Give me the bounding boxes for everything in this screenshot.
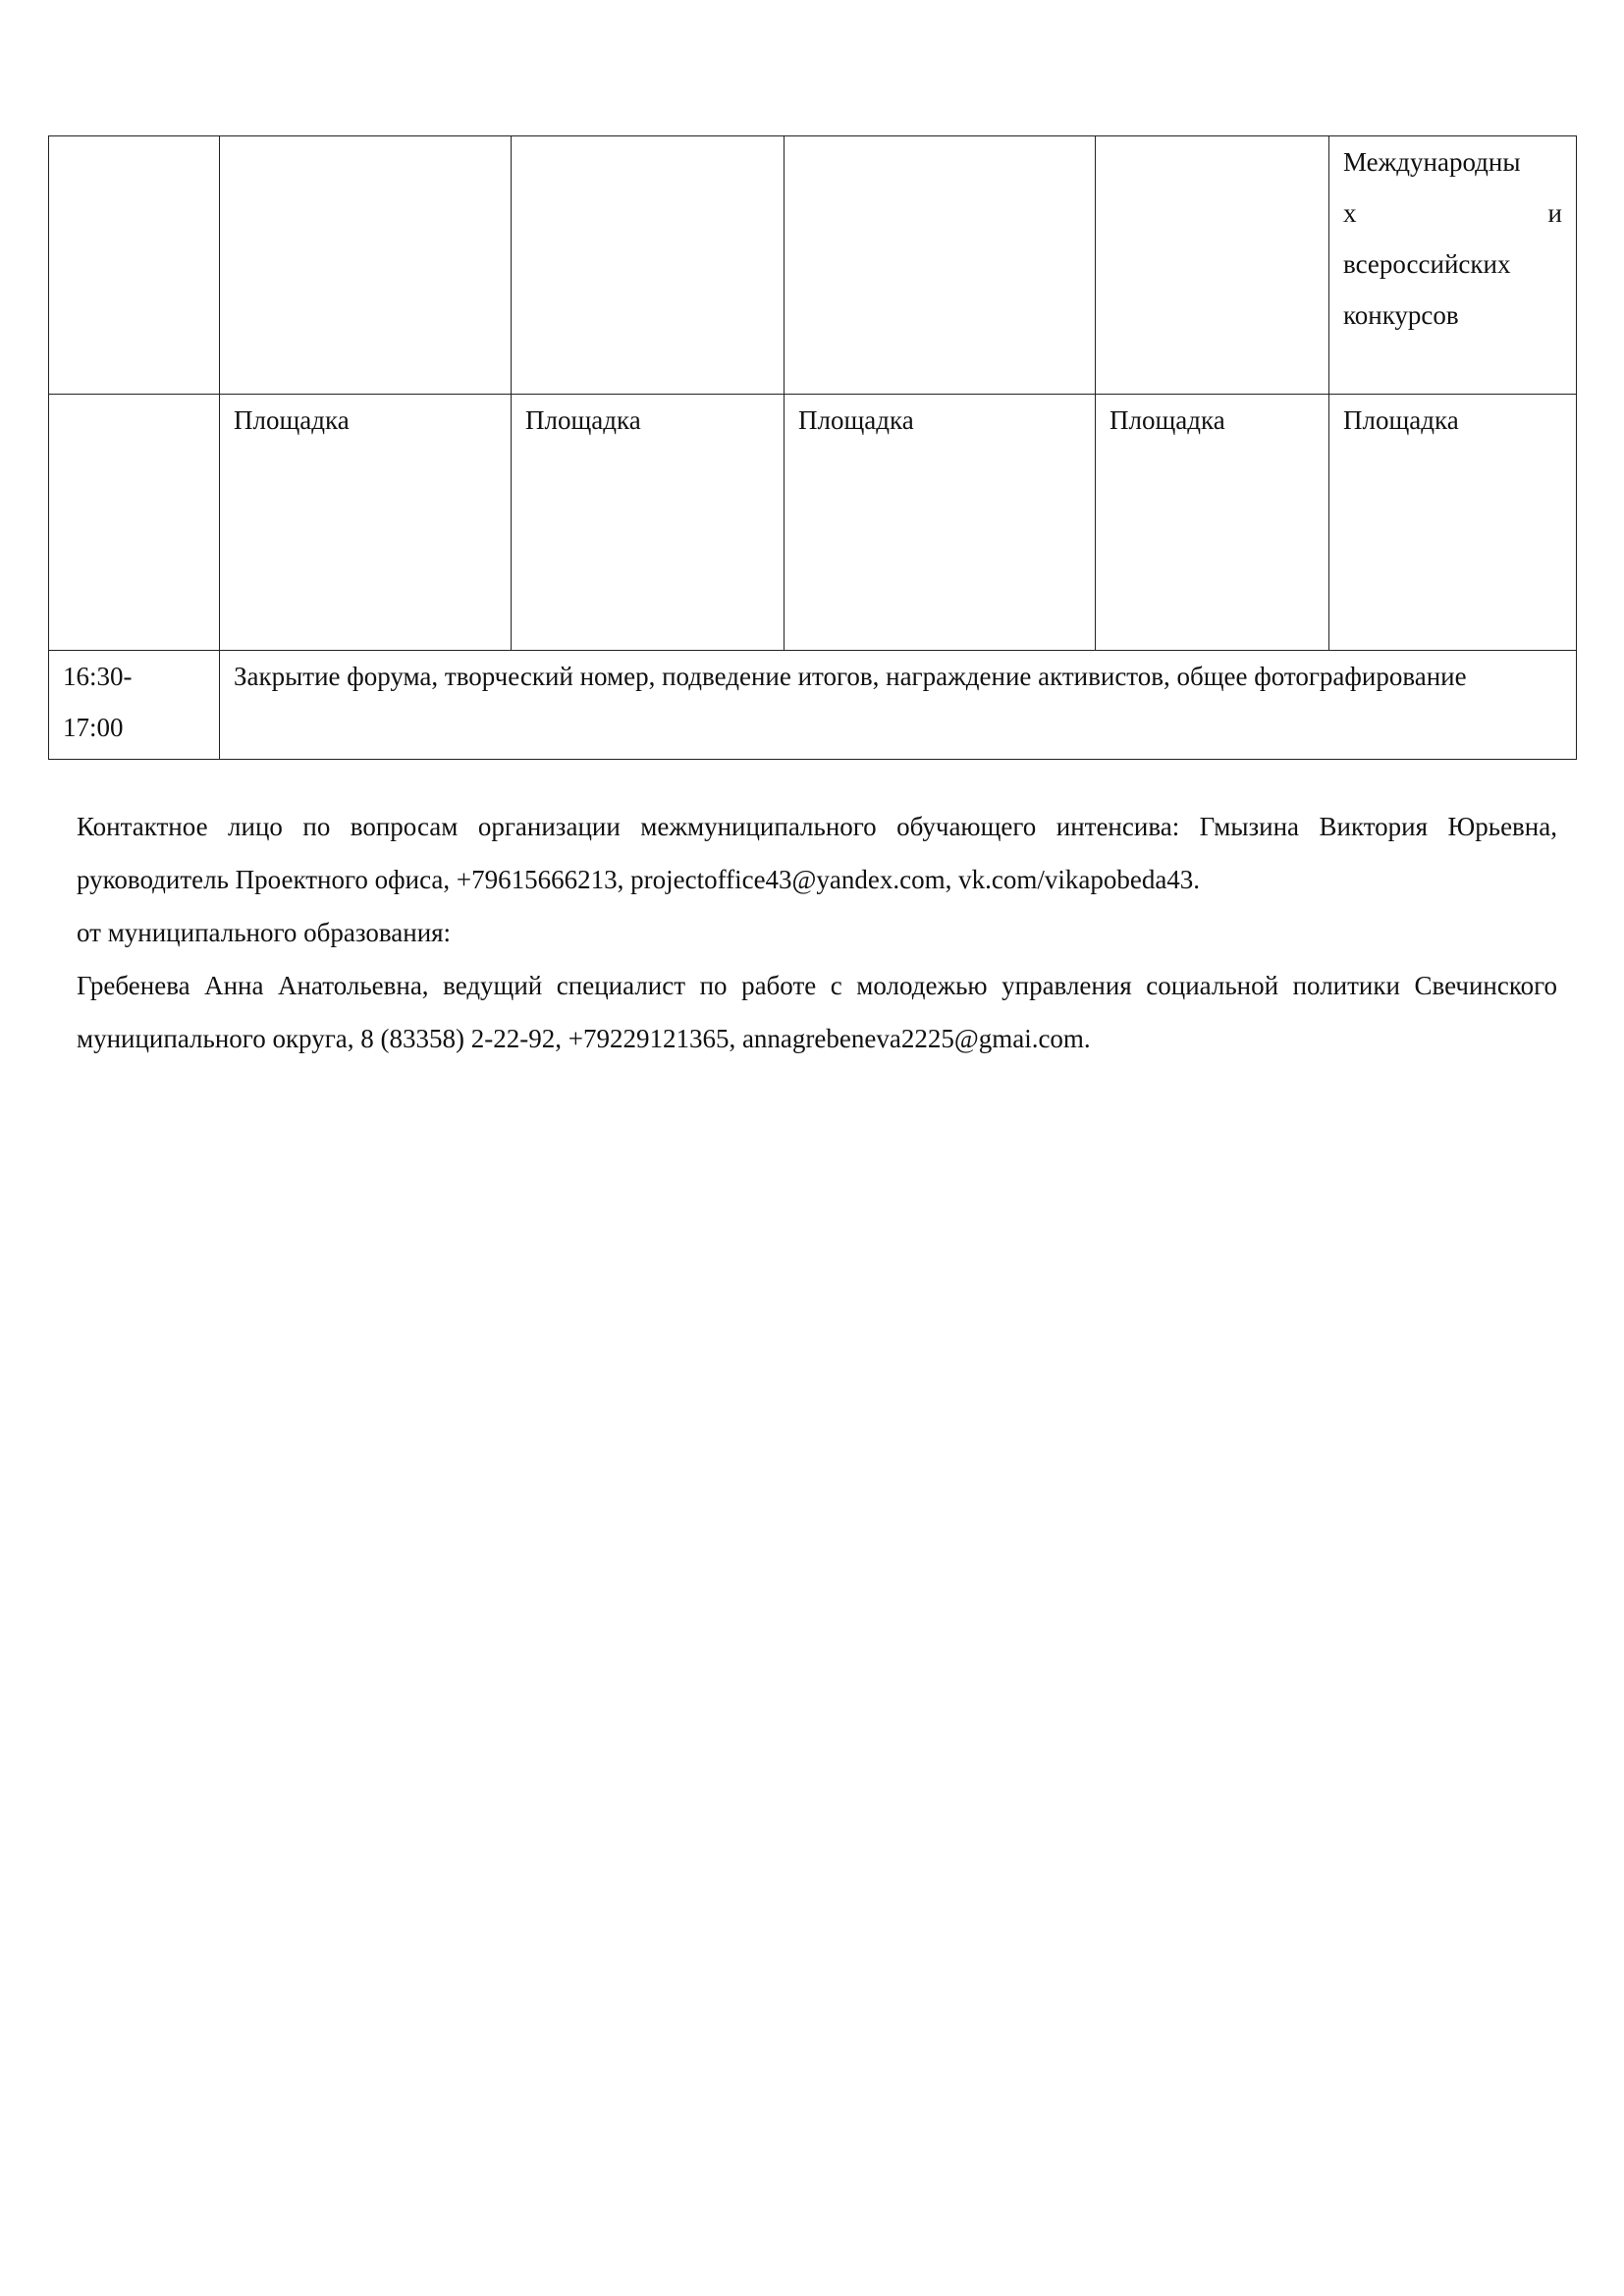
competitions-cell-text bbox=[1329, 136, 1576, 341]
table-cell bbox=[512, 136, 785, 395]
schedule-table bbox=[48, 135, 1577, 760]
table-row bbox=[49, 651, 1577, 760]
time-cell bbox=[49, 651, 219, 753]
table-cell bbox=[220, 651, 1577, 760]
venue-cell: Площадка bbox=[1110, 405, 1225, 435]
table-cell bbox=[220, 395, 512, 651]
contact-paragraph: от муниципального образования: bbox=[77, 918, 452, 947]
table-cell bbox=[512, 395, 785, 651]
table-cell bbox=[1096, 136, 1329, 395]
time-end: 17:00 bbox=[63, 713, 124, 742]
table-cell bbox=[49, 136, 220, 395]
table-row bbox=[49, 136, 1577, 395]
cell-line: всероссийских bbox=[1343, 249, 1511, 279]
closing-description: Закрытие форума, творческий номер, подведение итогов, награждение активистов, общее фотографирование bbox=[234, 662, 1467, 691]
table-cell bbox=[49, 395, 220, 651]
contact-paragraph: Гребенева Анна Анатольевна, ведущий специалист по работе с молодежью управления социальной политики Свечинского муниципального округа, 8 (83358) 2-22-92, +79229121365, annagrebeneva2225@gmai.com. bbox=[77, 971, 1557, 1053]
venue-cell: Площадка bbox=[525, 405, 641, 435]
cell-line: Международны bbox=[1343, 147, 1521, 177]
time-start: 16:30- bbox=[63, 662, 133, 691]
table-cell bbox=[1096, 395, 1329, 651]
table-cell bbox=[220, 136, 512, 395]
cell-line: конкурсов bbox=[1343, 300, 1459, 330]
cell-word: и bbox=[1547, 198, 1562, 228]
contact-paragraph: Контактное лицо по вопросам организации межмуниципального обучающего интенсива: Гмызина Виктория Юрьевна, руководитель Проектного офиса, +79615666213, projectoffice43@yandex.com, vk.com/vikapobeda43. bbox=[77, 812, 1557, 894]
venue-cell: Площадка bbox=[798, 405, 914, 435]
cell-word: х bbox=[1343, 198, 1357, 228]
table-cell bbox=[1329, 136, 1577, 395]
table-cell bbox=[1329, 395, 1577, 651]
table-cell bbox=[785, 395, 1096, 651]
contacts-section bbox=[77, 800, 1557, 1065]
venue-cell: Площадка bbox=[1343, 405, 1459, 435]
cell-line bbox=[1343, 187, 1562, 239]
table-cell bbox=[49, 651, 220, 760]
table-row bbox=[49, 395, 1577, 651]
table-cell bbox=[785, 136, 1096, 395]
venue-cell: Площадка bbox=[234, 405, 350, 435]
